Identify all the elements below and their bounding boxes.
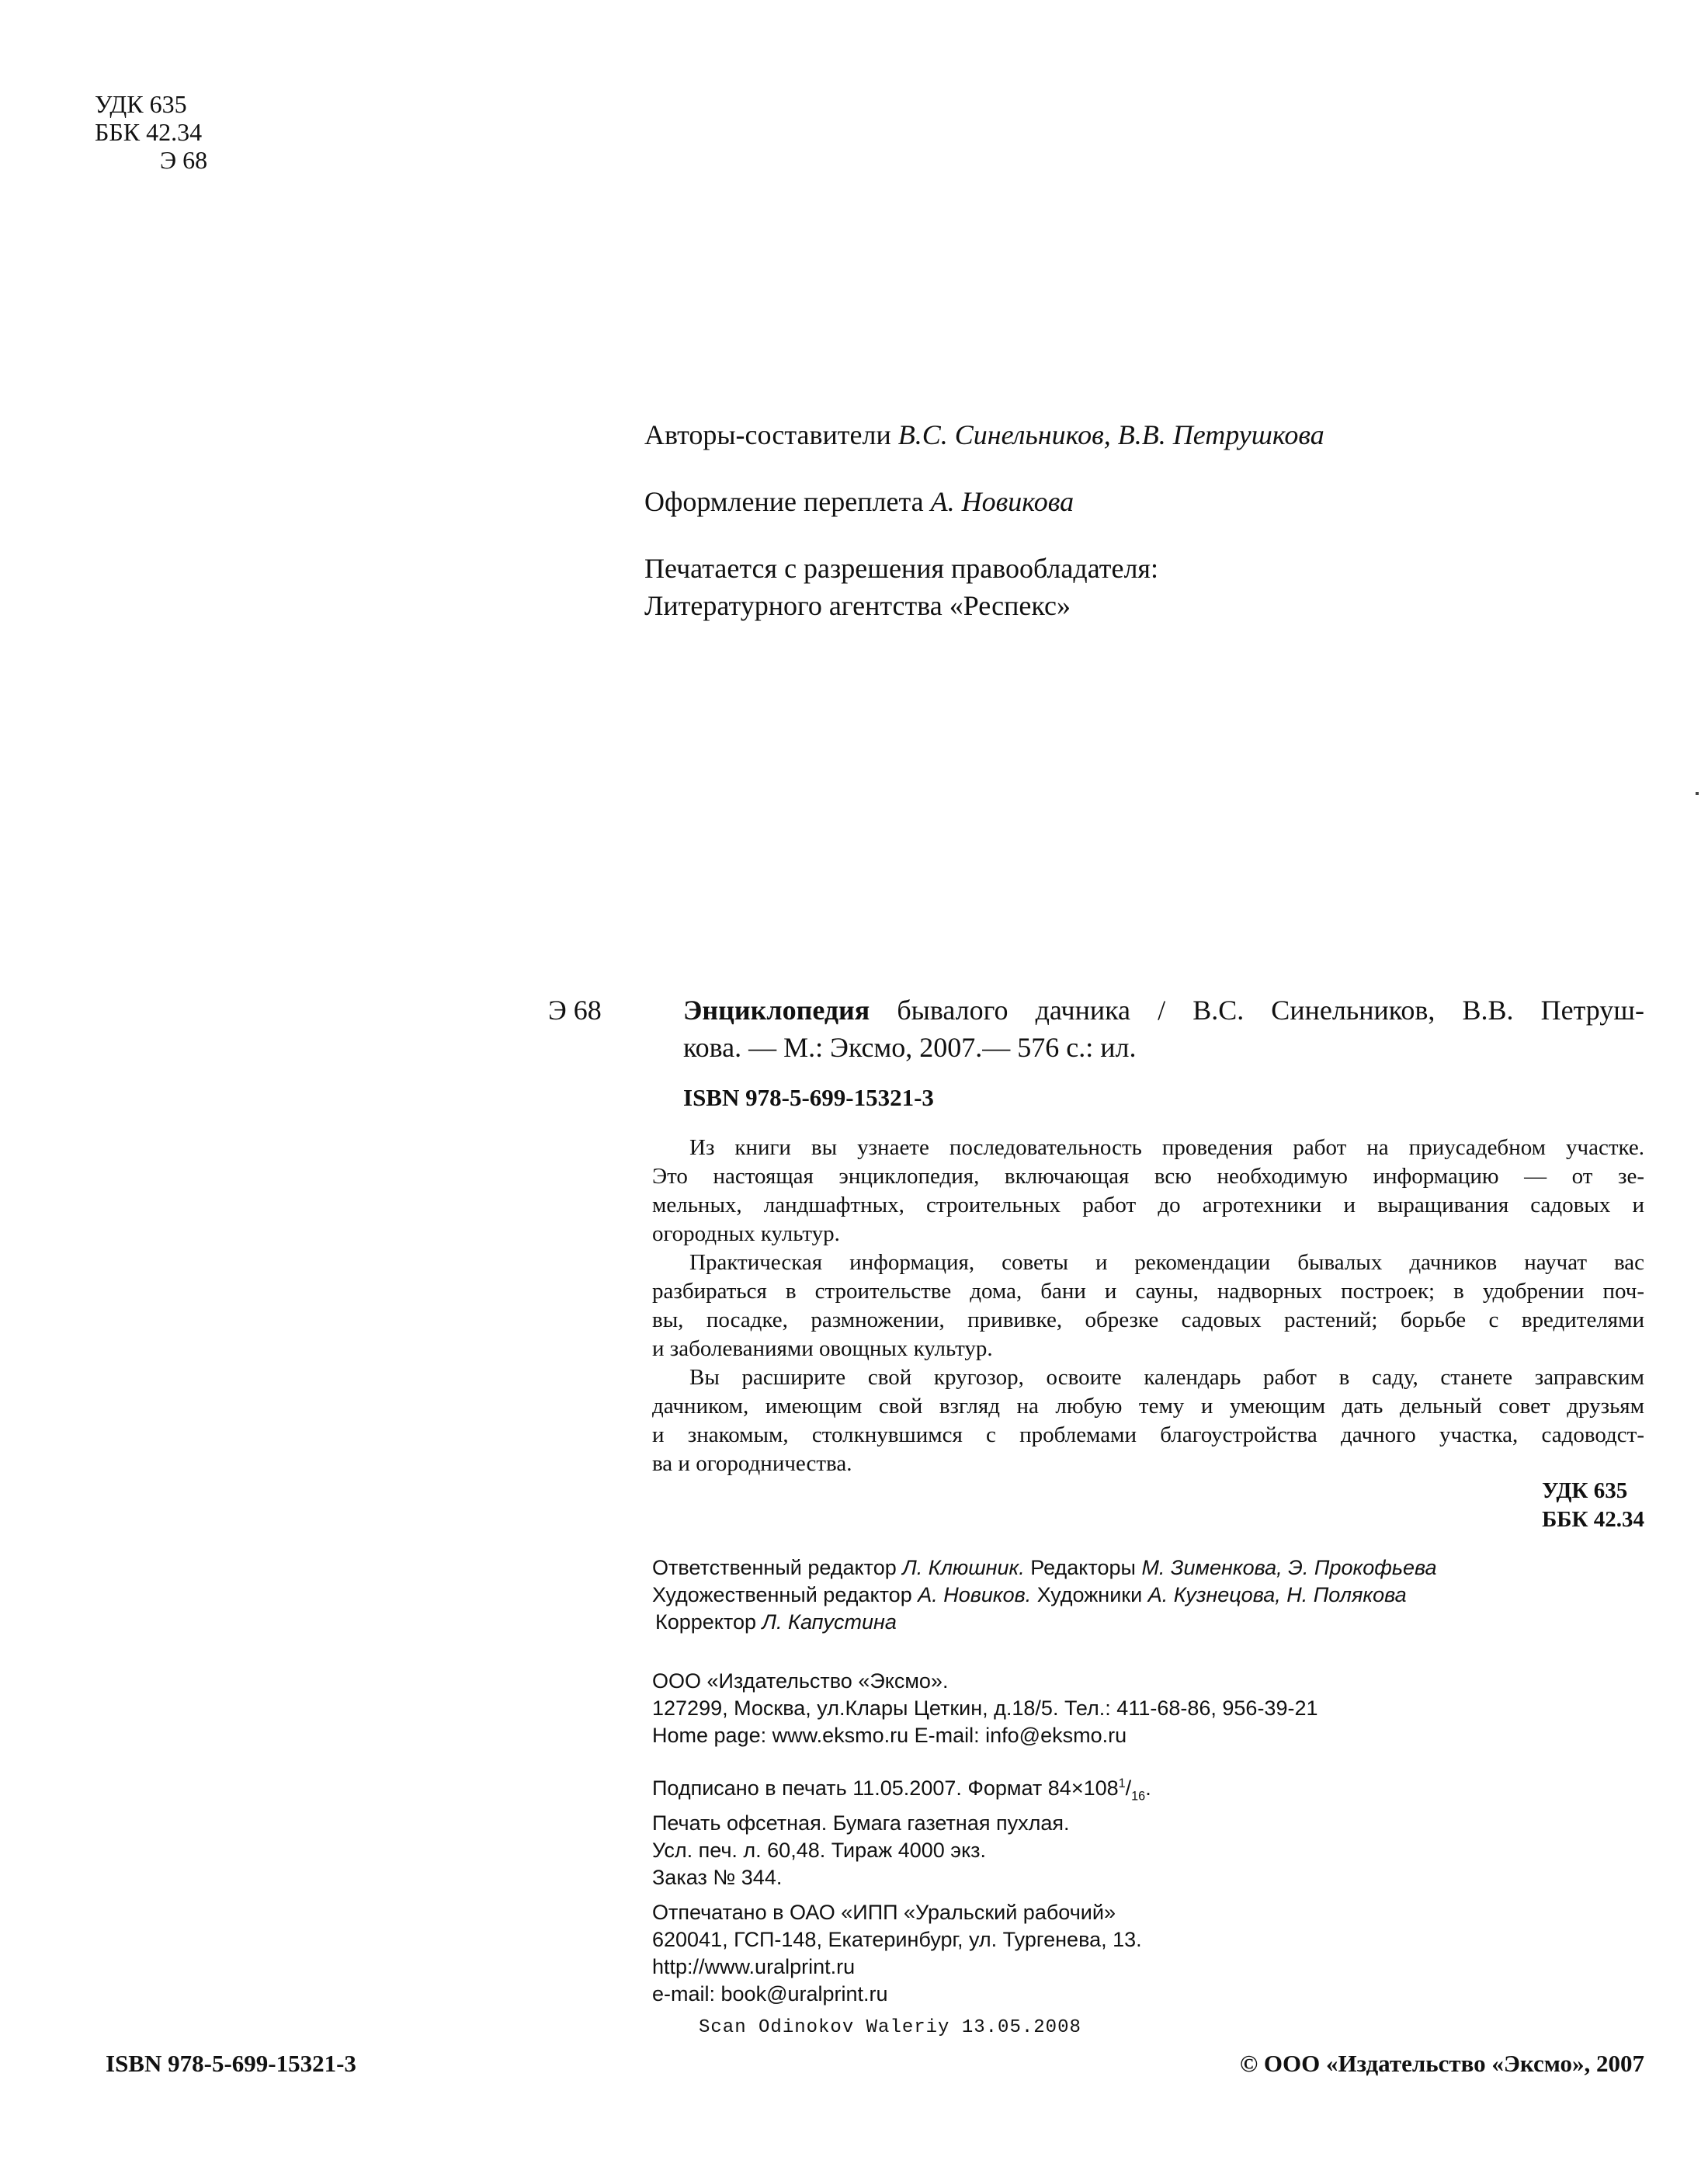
printer-name: Отпечатано в ОАО «ИПП «Уральский рабочий» — [652, 1901, 1116, 1924]
scan-note: Scan Odinokov Waleriy 13.05.2008 — [699, 2017, 1081, 2038]
publisher-address: 127299, Москва, ул.Клары Цеткин, д.18/5. Тел.: 411-68-86, 956-39-21 — [652, 1696, 1318, 1720]
udk-code: УДК 635 — [95, 90, 187, 118]
author-mark: Э 68 — [160, 146, 208, 174]
annotation-line: Практическая информация, советы и рекомендации бывалых дачников научат вас — [689, 1250, 1644, 1275]
format-denominator: 16 — [1131, 1789, 1146, 1804]
print-signed-text: Подписано в печать 11.05.2007. Формат 84×108 — [652, 1776, 1119, 1800]
editors-label: Редакторы — [1030, 1556, 1136, 1579]
printer-web: http://www.uralprint.ru — [652, 1955, 856, 1978]
art-editor-label: Художественный редактор — [652, 1583, 912, 1606]
publisher-block — [652, 1668, 1318, 1749]
classification-block — [95, 90, 207, 174]
binding-name: А. Новикова — [930, 486, 1074, 517]
publisher-name: ООО «Издательство «Эксмо». — [652, 1669, 949, 1693]
annotation-line: и знакомым, столкнувшимся с проблемами благоустройства дачного участка, садоводст- — [652, 1422, 1644, 1447]
corrector-label: Корректор — [655, 1610, 757, 1634]
annotation-classification — [1542, 1477, 1644, 1534]
print-signed: Подписано в печать 11.05.2007. Формат $84\times 108^1/_{16}$. — [652, 1776, 1151, 1804]
annotation-bbk: ББК 42.34 — [1542, 1507, 1644, 1532]
annotation-line: мельных, ландшафтных, строительных работ до агротехники и выращивания садовых и — [652, 1193, 1644, 1217]
authors-line — [644, 416, 1324, 453]
annotation-line: ва и огородничества. — [652, 1451, 852, 1476]
corrector-name: Л. Капустина — [762, 1610, 897, 1634]
printer-address: 620041, ГСП-148, Екатеринбург, ул. Тургенева, 13. — [652, 1928, 1142, 1951]
annotation-line: и заболеваниями овощных культур. — [652, 1336, 993, 1361]
binding-label: Оформление переплета — [644, 486, 924, 517]
annotation-line: вы, посадке, размножении, прививке, обрезке садовых растений; борьбе с вредителями — [652, 1308, 1644, 1332]
margin-mark — [1696, 792, 1699, 795]
editors-line — [652, 1554, 1437, 1582]
artists-label: Художники — [1036, 1583, 1143, 1606]
annotation-paragraph-2 — [652, 1248, 1644, 1363]
corrector-line — [652, 1609, 1437, 1636]
permission-line-2: Литературного агентства «Респекс» — [644, 590, 1071, 621]
annotation-udk: УДК 635 — [1542, 1478, 1628, 1503]
print-volume: Усл. печ. л. 60,48. Тираж 4000 экз. — [652, 1839, 987, 1863]
annotation-line: Это настоящая энциклопедия, включающая всю необходимую информацию — от зе- — [652, 1164, 1644, 1189]
print-offset: Печать офсетная. Бумага газетная пухлая. — [652, 1811, 1070, 1835]
footer-isbn: ISBN 978-5-699-15321-3 — [106, 2050, 356, 2077]
catalog-line1-rest: бывалого дачника / В.С. Синельников, В.В. Петруш- — [897, 995, 1644, 1026]
printer-block — [652, 1899, 1142, 2008]
artists-names: А. Кузнецова, Н. Полякова — [1147, 1583, 1407, 1606]
annotation-line: огородных культур. — [652, 1221, 840, 1246]
publisher-web: Home page: www.eksmo.ru E-mail: info@eksmo.ru — [652, 1724, 1127, 1747]
bbk-code: ББК 42.34 — [95, 118, 203, 146]
catalog-isbn: ISBN 978-5-699-15321-3 — [683, 1084, 934, 1111]
permission-line-1: Печатается с разрешения правообладателя: — [644, 553, 1158, 584]
annotation-line: разбираться в строительстве дома, бани и сауны, надворных построек; в удобрении поч- — [652, 1279, 1644, 1304]
print-info-block — [652, 1770, 1151, 1891]
art-line — [652, 1582, 1437, 1609]
printer-email: e-mail: book@uralprint.ru — [652, 1982, 888, 2006]
footer-copyright: © ООО «Издательство «Эксмо», 2007 — [1239, 2050, 1644, 2077]
editors-names: М. Зименкова, Э. Прокофьева — [1141, 1556, 1437, 1579]
authors-label: Авторы-составители — [644, 419, 891, 450]
catalog-entry-line-1 — [683, 994, 1644, 1026]
binding-line — [644, 483, 1074, 520]
catalog-mark: Э 68 — [548, 995, 602, 1026]
catalog-entry-line-2: кова. — М.: Эксмо, 2007.— 576 с.: ил. — [683, 1032, 1137, 1063]
format-numerator: 1 — [1118, 1776, 1126, 1790]
print-order: Заказ № 344. — [652, 1866, 783, 1890]
annotation-line: дачником, имеющим свой взгляд на любую тему и умеющим дать дельный совет друзьям — [652, 1394, 1644, 1419]
editorial-block — [652, 1554, 1437, 1636]
annotation-line: Вы расширите свой кругозор, освоите календарь работ в саду, станете заправским — [689, 1365, 1644, 1390]
catalog-title-bold: Энциклопедия — [683, 995, 870, 1026]
art-editor-name: А. Новиков. — [918, 1583, 1032, 1606]
annotation-paragraph-3 — [652, 1363, 1644, 1478]
authors-names: В.С. Синельников, В.В. Петрушкова — [897, 419, 1324, 450]
resp-editor-name: Л. Клюшник. — [902, 1556, 1025, 1579]
annotation-paragraph-1 — [652, 1134, 1644, 1248]
annotation-line: Из книги вы узнаете последовательность проведения работ на приусадебном участке. — [689, 1135, 1644, 1160]
resp-editor-label: Ответственный редактор — [652, 1556, 897, 1579]
